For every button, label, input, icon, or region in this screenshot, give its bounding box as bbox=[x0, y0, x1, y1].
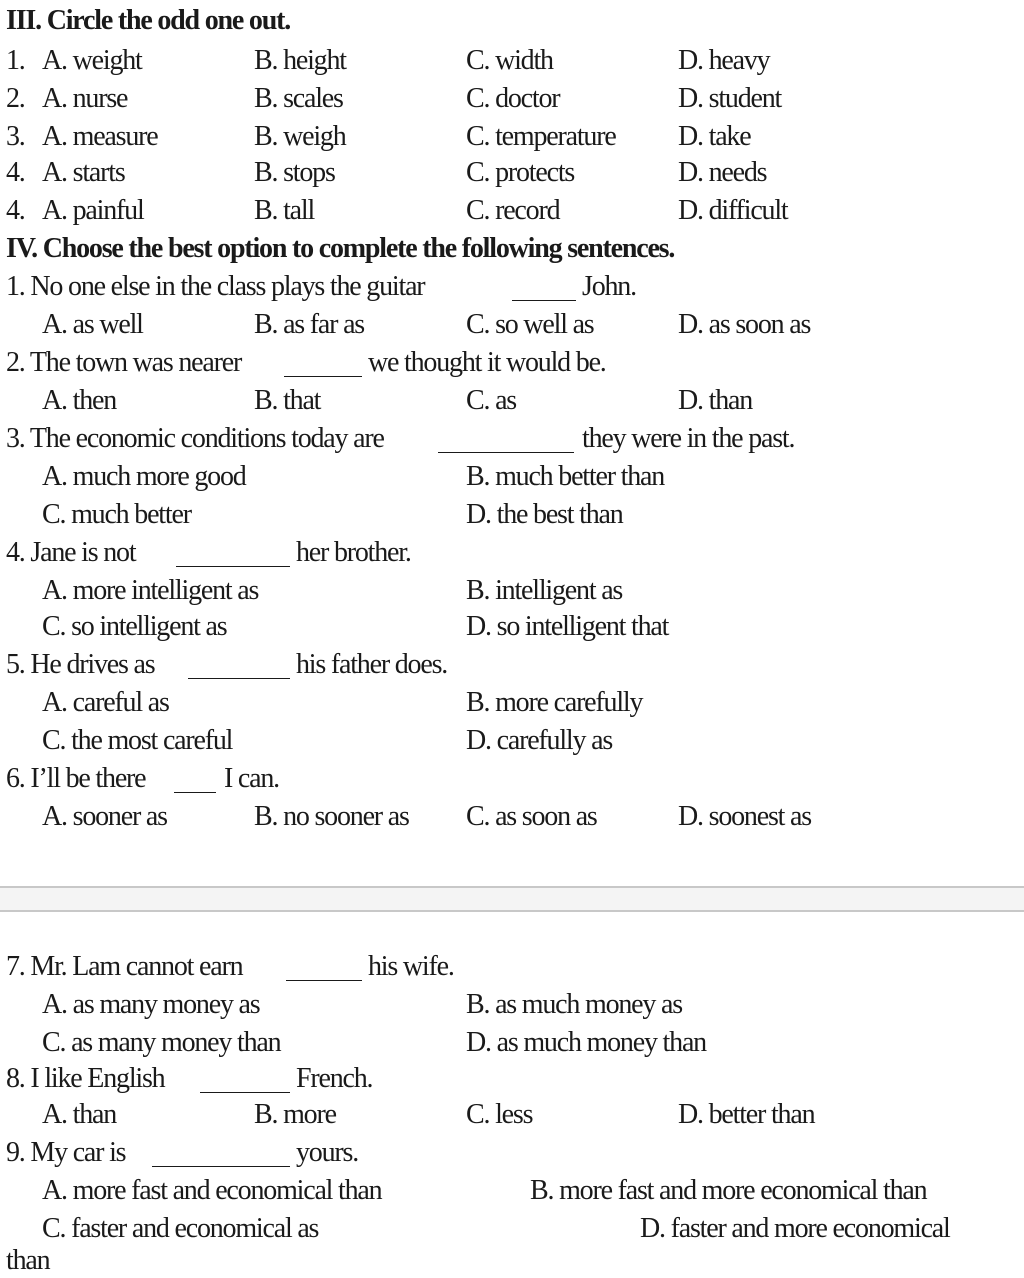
row-number: 2. bbox=[6, 83, 25, 114]
option-b[interactable]: B. as far as bbox=[254, 309, 365, 340]
page-break-bottom-line bbox=[0, 910, 1024, 912]
option-a[interactable]: A. more fast and economical than bbox=[42, 1175, 382, 1206]
question-tail: French. bbox=[296, 1063, 373, 1094]
option-b[interactable]: B. much better than bbox=[466, 461, 665, 492]
question-tail: I can. bbox=[224, 763, 279, 794]
answer-blank[interactable] bbox=[188, 678, 290, 679]
option-c[interactable]: C. faster and economical as bbox=[42, 1213, 319, 1244]
answer-blank[interactable] bbox=[512, 300, 576, 301]
question-stem: 2. The town was nearer bbox=[6, 347, 242, 378]
option-a[interactable]: A. as many money as bbox=[42, 989, 260, 1020]
option-d[interactable]: D. take bbox=[678, 121, 751, 152]
option-b[interactable]: B. tall bbox=[254, 195, 315, 226]
option-c[interactable]: C. so well as bbox=[466, 309, 594, 340]
option-b[interactable]: B. height bbox=[254, 45, 346, 76]
option-a[interactable]: A. starts bbox=[42, 157, 125, 188]
option-c[interactable]: C. so intelligent as bbox=[42, 611, 227, 642]
option-a[interactable]: A. sooner as bbox=[42, 801, 167, 832]
option-c[interactable]: C. as soon as bbox=[466, 801, 597, 832]
option-d[interactable]: D. as soon as bbox=[678, 309, 811, 340]
option-d-continuation: than bbox=[6, 1245, 50, 1276]
row-number: 3. bbox=[6, 121, 25, 152]
question-stem: 5. He drives as bbox=[6, 649, 155, 680]
option-c[interactable]: C. doctor bbox=[466, 83, 560, 114]
answer-blank[interactable] bbox=[174, 792, 216, 793]
option-b[interactable]: B. more carefully bbox=[466, 687, 643, 718]
section-3-title: III. Circle the odd one out. bbox=[6, 5, 291, 36]
option-a[interactable]: A. then bbox=[42, 385, 117, 416]
option-d[interactable]: D. student bbox=[678, 83, 782, 114]
question-tail: John. bbox=[582, 271, 636, 302]
option-c[interactable]: C. width bbox=[466, 45, 553, 76]
answer-blank[interactable] bbox=[176, 566, 290, 567]
question-tail: his wife. bbox=[368, 951, 454, 982]
option-b[interactable]: B. more fast and more economical than bbox=[530, 1175, 927, 1206]
option-b[interactable]: B. no sooner as bbox=[254, 801, 409, 832]
page-break-gap bbox=[0, 888, 1024, 910]
option-a[interactable]: A. as well bbox=[42, 309, 143, 340]
option-d[interactable]: D. the best than bbox=[466, 499, 623, 530]
option-c[interactable]: C. less bbox=[466, 1099, 533, 1130]
option-c[interactable]: C. the most careful bbox=[42, 725, 233, 756]
question-tail: her brother. bbox=[296, 537, 411, 568]
option-a[interactable]: A. than bbox=[42, 1099, 117, 1130]
option-a[interactable]: A. much more good bbox=[42, 461, 246, 492]
option-b[interactable]: B. weigh bbox=[254, 121, 346, 152]
question-stem: 3. The economic conditions today are bbox=[6, 423, 384, 454]
option-a[interactable]: A. measure bbox=[42, 121, 158, 152]
option-d[interactable]: D. faster and more economical bbox=[640, 1213, 950, 1244]
question-stem: 7. Mr. Lam cannot earn bbox=[6, 951, 243, 982]
question-tail: his father does. bbox=[296, 649, 448, 680]
section-4-title: IV. Choose the best option to complete the following sentences. bbox=[6, 233, 675, 264]
question-tail: yours. bbox=[296, 1137, 359, 1168]
option-c[interactable]: C. as bbox=[466, 385, 517, 416]
option-d[interactable]: D. as much money than bbox=[466, 1027, 706, 1058]
option-d[interactable]: D. needs bbox=[678, 157, 767, 188]
option-c[interactable]: C. as many money than bbox=[42, 1027, 281, 1058]
option-c[interactable]: C. much better bbox=[42, 499, 191, 530]
question-stem: 6. I’ll be there bbox=[6, 763, 146, 794]
option-a[interactable]: A. more intelligent as bbox=[42, 575, 259, 606]
option-c[interactable]: C. protects bbox=[466, 157, 575, 188]
option-d[interactable]: D. carefully as bbox=[466, 725, 613, 756]
option-a[interactable]: A. weight bbox=[42, 45, 142, 76]
option-b[interactable]: B. stops bbox=[254, 157, 335, 188]
row-number: 1. bbox=[6, 45, 25, 76]
answer-blank[interactable] bbox=[286, 980, 362, 981]
question-tail: we thought it would be. bbox=[368, 347, 606, 378]
question-stem: 1. No one else in the class plays the guitar bbox=[6, 271, 425, 302]
question-stem: 8. I like English bbox=[6, 1063, 165, 1094]
option-a[interactable]: A. painful bbox=[42, 195, 144, 226]
answer-blank[interactable] bbox=[284, 376, 362, 377]
question-stem: 9. My car is bbox=[6, 1137, 126, 1168]
option-b[interactable]: B. as much money as bbox=[466, 989, 682, 1020]
option-a[interactable]: A. nurse bbox=[42, 83, 128, 114]
option-b[interactable]: B. intelligent as bbox=[466, 575, 623, 606]
option-b[interactable]: B. that bbox=[254, 385, 321, 416]
option-d[interactable]: D. better than bbox=[678, 1099, 815, 1130]
answer-blank[interactable] bbox=[152, 1166, 290, 1167]
option-c[interactable]: C. temperature bbox=[466, 121, 616, 152]
option-d[interactable]: D. than bbox=[678, 385, 753, 416]
option-b[interactable]: B. more bbox=[254, 1099, 336, 1130]
answer-blank[interactable] bbox=[438, 452, 574, 453]
option-d[interactable]: D. difficult bbox=[678, 195, 788, 226]
row-number: 4. bbox=[6, 157, 25, 188]
option-c[interactable]: C. record bbox=[466, 195, 560, 226]
question-tail: they were in the past. bbox=[582, 423, 795, 454]
option-b[interactable]: B. scales bbox=[254, 83, 343, 114]
question-stem: 4. Jane is not bbox=[6, 537, 136, 568]
option-a[interactable]: A. careful as bbox=[42, 687, 169, 718]
option-d[interactable]: D. soonest as bbox=[678, 801, 811, 832]
row-number: 4. bbox=[6, 195, 25, 226]
answer-blank[interactable] bbox=[200, 1092, 290, 1093]
option-d[interactable]: D. so intelligent that bbox=[466, 611, 669, 642]
option-d[interactable]: D. heavy bbox=[678, 45, 770, 76]
